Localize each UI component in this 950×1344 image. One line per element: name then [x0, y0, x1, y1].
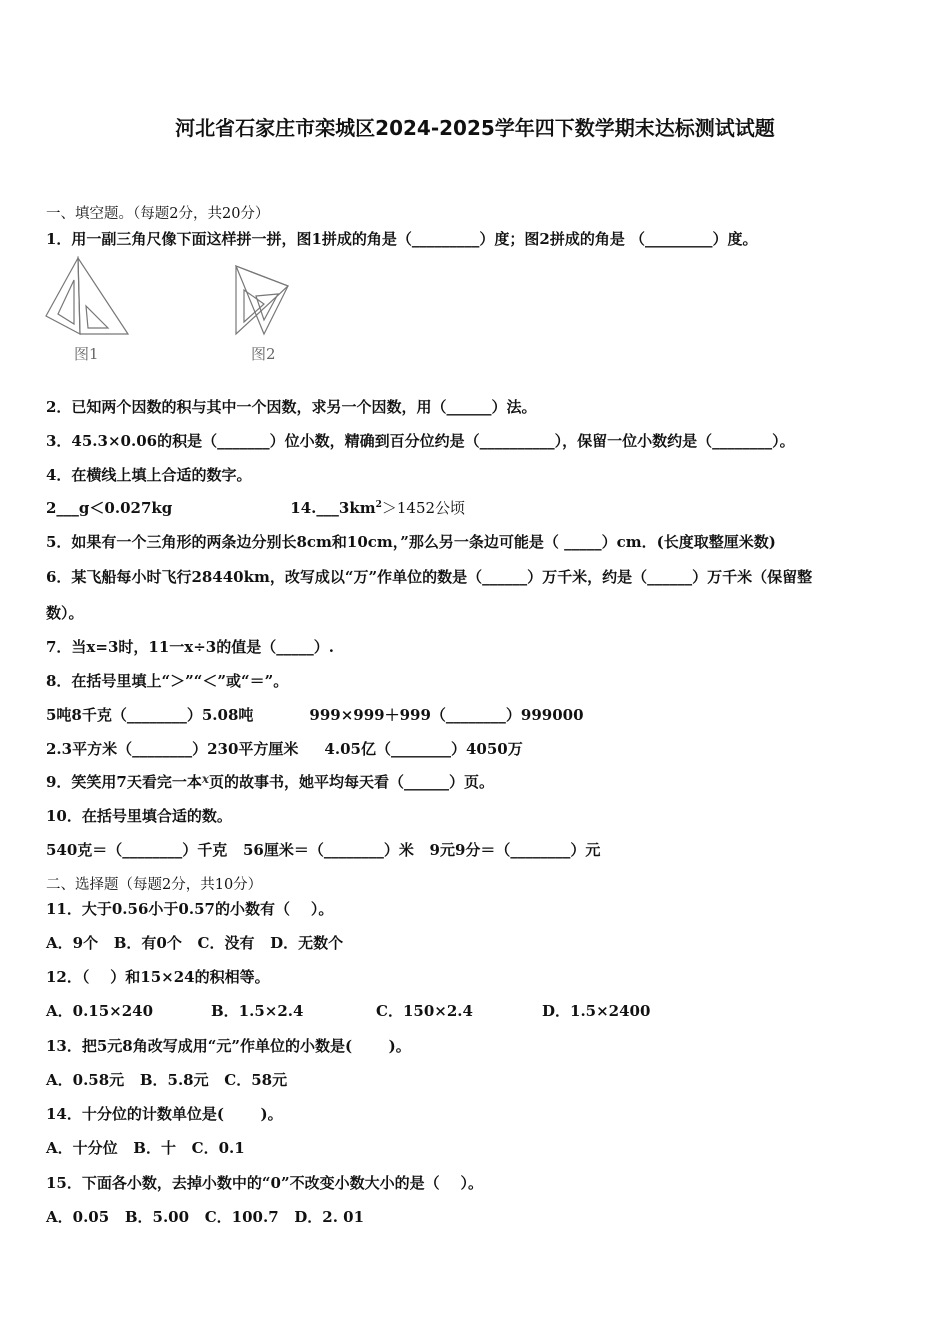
- question-12: 12．（ ）和15×24的积相等。: [46, 968, 270, 986]
- question-1-text: 1．用一副三角尺像下面这样拼一拼，图1拼成的角是（_________）度；图2拼成的角是 （_________）度。: [46, 230, 758, 248]
- question-9: [46, 771, 494, 792]
- figure-1-caption: 图1: [74, 345, 99, 363]
- question-3: 3．45.3×0.06的积是（_______）位小数，精确到百分位约是（__________），保留一位小数约是（________）。: [46, 432, 795, 450]
- question-8b: 999×999＋999（________）999000: [309, 706, 584, 724]
- question-12-option-a: A．0.15×240: [46, 1002, 154, 1020]
- question-7: 7．当x=3时，11一x÷3的值是（_____）.: [46, 638, 334, 656]
- question-8d: 4.05亿（________）4050万: [324, 740, 523, 758]
- question-8-row-2: [46, 738, 523, 759]
- question-4-items: [46, 497, 465, 518]
- question-6-line-2: 数）。: [46, 604, 84, 622]
- question-4b-superscript: 2: [375, 500, 382, 510]
- question-15-options: A．0.05 B．5.00 C．100.7 D．2. 01: [46, 1208, 365, 1226]
- section-choice-header: 二、选择题（每题2分，共10分）: [46, 877, 263, 893]
- question-8-row-1: [46, 704, 584, 725]
- question-2: 2．已知两个因数的积与其中一个因数，求另一个因数，用（______）法。: [46, 398, 537, 416]
- question-8: 8．在括号里填上“＞”“＜”或“＝”。: [46, 672, 289, 690]
- section-fill-in-header: 一、填空题。（每题2分，共20分）: [46, 206, 270, 222]
- question-12-option-d: D．1.5×2400: [542, 1002, 651, 1020]
- question-9-variable: x: [201, 772, 210, 786]
- question-6-line-1: 6．某飞船每小时飞行28440km，改写成以“万”作单位的数是（______）万千米，约是（______）万千米（保留整: [46, 568, 813, 586]
- question-5: 5．如果有一个三角形的两条边分别长8cm和10cm，”那么另一条边可能是（ _____）cm．(长度取整厘米数): [46, 533, 776, 551]
- question-9-suffix: 页的故事书，她平均每天看（______）页。: [209, 773, 495, 791]
- question-13-options: A．0.58元 B．5.8元 C．58元: [46, 1071, 288, 1089]
- question-14: 14．十分位的计数单位是( )。: [46, 1105, 283, 1123]
- page-title: 河北省石家庄市栾城区2024-2025学年四下数学期末达标测试试题: [175, 116, 775, 140]
- question-11: 11．大于0.56小于0.57的小数有（ ）。: [46, 900, 334, 918]
- question-13: 13．把5元8角改写成用“元”作单位的小数是( )。: [46, 1037, 411, 1055]
- question-8a: 5吨8千克（________）5.08吨: [46, 706, 254, 724]
- question-4b-prefix: 14.___3km: [290, 499, 376, 517]
- figure-1-triangle-rulers: [44, 256, 130, 340]
- question-4: 4．在横线上填上合适的数字。: [46, 466, 252, 484]
- figure-2-caption: 图2: [251, 345, 276, 363]
- question-12-option-c: C．150×2.4: [376, 1002, 473, 1020]
- question-9-prefix: 9．笑笑用7天看完一本: [46, 773, 202, 791]
- question-8c: 2.3平方米（________）230平方厘米: [46, 740, 299, 758]
- figure-2-triangle-rulers: [234, 264, 292, 338]
- question-14-options: A．十分位 B．十 C．0.1: [46, 1139, 245, 1157]
- question-4b-suffix: ＞1452公顷: [381, 499, 466, 517]
- question-15: 15．下面各小数，去掉小数中的“0”不改变小数大小的是（ ）。: [46, 1174, 483, 1192]
- question-12-option-b: B．1.5×2.4: [211, 1002, 304, 1020]
- question-11-options: A．9个 B．有0个 C．没有 D．无数个: [46, 934, 344, 952]
- question-10: 10．在括号里填合适的数。: [46, 807, 232, 825]
- question-1: [46, 228, 758, 249]
- question-4a: 2___g＜0.027kg: [46, 499, 173, 517]
- question-10-items: 540克＝（________）千克 56厘米＝（________）米 9元9分＝（________）元: [46, 841, 601, 859]
